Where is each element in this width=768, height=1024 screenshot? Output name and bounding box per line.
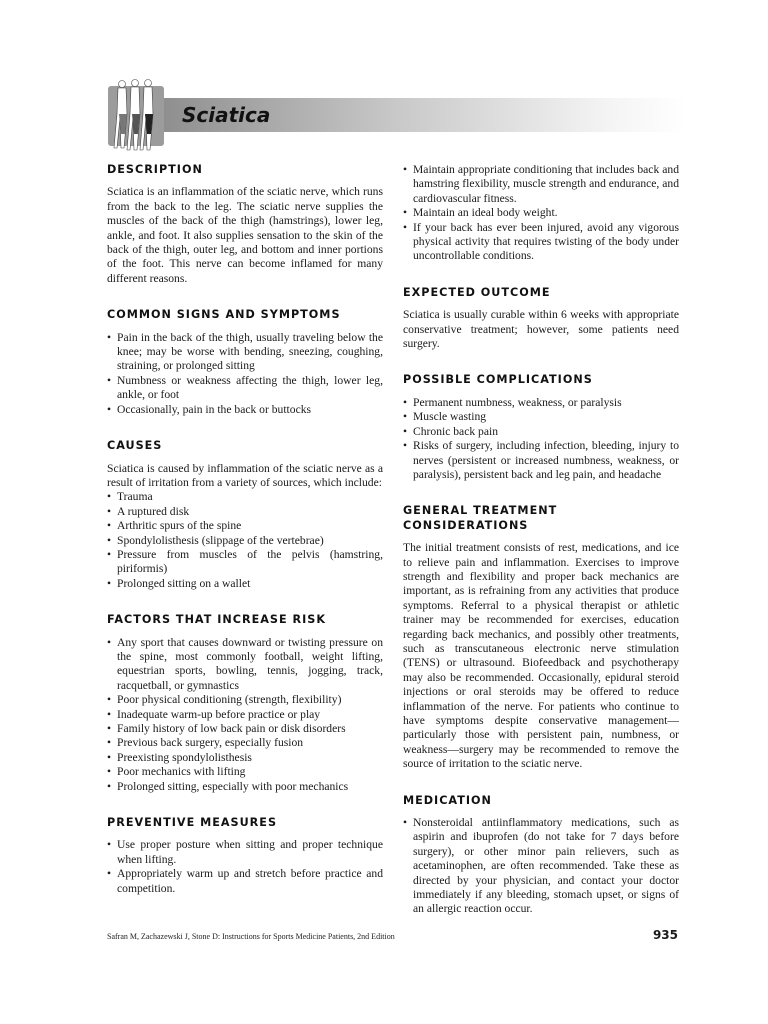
bullet-list (107, 490, 383, 591)
list-item: • Occasionally, pain in the back or buttocks (107, 403, 383, 417)
section-heading: GENERAL TREATMENT CONSIDERATIONS (403, 504, 558, 532)
section-heading: EXPECTED OUTCOME (403, 285, 551, 299)
section-heading: FACTORS THAT INCREASE RISK (107, 613, 326, 627)
left-column (107, 163, 383, 916)
list-item: • Chronic back pain (403, 425, 679, 439)
list-item: • Numbness or weakness affecting the thigh, lower leg, ankle, or foot (107, 374, 383, 403)
list-item: • Previous back surgery, especially fusion (107, 736, 383, 750)
section-causes (107, 439, 383, 591)
list-item: • Arthritic spurs of the spine (107, 519, 383, 533)
section-paragraph: Sciatica is an inflammation of the sciatic nerve, which runs from the back to the leg. The sciatic nerve supplies the muscles of the back of the thigh (hamstrings), lower leg, ankle, and foot. It also supplies sensation to the skin of the back of the thigh, outer leg, and bottom and inner portions of the foot. This nerve can become inflamed for many different reasons. (107, 185, 383, 285)
list-item: • Muscle wasting (403, 410, 679, 424)
list-item: • Any sport that causes downward or twisting pressure on the spine, most commonly football, weight lifting, equestrian sports, bowling, tennis, jogging, track, racquetball, or gymnastics (107, 636, 383, 694)
list-item: • Preexisting spondylolisthesis (107, 751, 383, 765)
list-item: • Inadequate warm-up before practice or play (107, 708, 383, 722)
section-paragraph: Sciatica is usually curable within 6 weeks with appropriate conservative treatment; however, some patients need surgery. (403, 308, 679, 351)
section-paragraph: The initial treatment consists of rest, medications, and ice to relieve pain and inflammation. Exercises to improve strength and flexibility and proper back mechanics are important, as is refraining from any activities that produce symptoms. Referral to a physical therapist or athletic trainer may be recommended for exercises, education regarding back mechanics, and possibly other treatments, such as transcutaneous electronic nerve stimulation (TENS) or ultrasound. Biofeedback and psychotherapy may also be recommended. Occasionally, epidural steroid injections or oral steroids may be offered to reduce inflammation of the nerve. For patients who continue to have symptoms despite conservative management—particularly those with persistent pain, numbness, or weakness—surgery may be recommended to remove the source of irritation to the sciatic nerve. (403, 541, 679, 771)
section-heading: CAUSES (107, 439, 163, 453)
list-item: • Use proper posture when sitting and proper technique when lifting. (107, 838, 383, 867)
list-item: • Spondylolisthesis (slippage of the vertebrae) (107, 534, 383, 548)
bullet-list (403, 163, 679, 264)
section-continued (403, 163, 679, 264)
section-expected-outcome (403, 286, 679, 352)
right-column (403, 163, 679, 937)
list-item: • If your back has ever been injured, avoid any vigorous physical activity that requires twisting of the body under uncontrollable conditions. (403, 221, 679, 264)
citation: Safran M, Zachazewski J, Stone D: Instructions for Sports Medicine Patients, 2nd Edition (107, 932, 395, 941)
list-item: • Maintain an ideal body weight. (403, 206, 679, 220)
athletes-logo-icon (108, 86, 164, 146)
list-item: • Prolonged sitting on a wallet (107, 577, 383, 591)
list-item: • Nonsteroidal antiinflammatory medications, such as aspirin and ibuprofen (do not take for 7 days before surgery), or other minor pain relievers, such as acetaminophen, are often recommended. Take these as directed by your physician, and contact your doctor immediately if any bleeding, stomach upset, or signs of an allergic reaction occur. (403, 816, 679, 917)
section-heading: DESCRIPTION (107, 163, 203, 176)
page-number: 935 (652, 928, 678, 942)
list-item: • Poor mechanics with lifting (107, 765, 383, 779)
section-description (107, 163, 383, 286)
list-item: • Risks of surgery, including infection, bleeding, injury to nerves (persistent or increased numbness, weakness, or paralysis), persistent back and leg pain, and headache (403, 439, 679, 482)
bullet-list (107, 838, 383, 896)
page-header (108, 78, 686, 148)
list-item: • Prolonged sitting, especially with poor mechanics (107, 780, 383, 794)
section-heading: POSSIBLE COMPLICATIONS (403, 373, 593, 387)
list-item: • Pressure from muscles of the pelvis (hamstring, piriformis) (107, 548, 383, 577)
list-item: • Permanent numbness, weakness, or paralysis (403, 396, 679, 410)
list-item: • Maintain appropriate conditioning that includes back and hamstring flexibility, muscle strength and endurance, and cardiovascular fitness. (403, 163, 679, 206)
bullet-list (403, 396, 679, 482)
section-heading: PREVENTIVE MEASURES (107, 816, 277, 830)
section-heading: MEDICATION (403, 793, 492, 807)
list-item: • Poor physical conditioning (strength, flexibility) (107, 693, 383, 707)
list-item: • Trauma (107, 490, 383, 504)
section-possible-complications (403, 373, 679, 482)
section-preventive-measures (107, 816, 383, 896)
page-title: Sciatica (182, 103, 271, 127)
list-item: • Appropriately warm up and stretch before practice and competition. (107, 867, 383, 896)
section-common-signs-and-symptoms (107, 308, 383, 417)
list-item: • A ruptured disk (107, 505, 383, 519)
bullet-list (107, 636, 383, 794)
section-heading: COMMON SIGNS AND SYMPTOMS (107, 308, 341, 322)
section-medication (403, 794, 679, 917)
list-item: • Family history of low back pain or disk disorders (107, 722, 383, 736)
bullet-list (107, 331, 383, 417)
section-general-treatment-considerations (403, 504, 679, 771)
bullet-list (403, 816, 679, 917)
list-item: • Pain in the back of the thigh, usually traveling below the knee; may be worse with bending, sneezing, coughing, straining, or prolonged sitting (107, 331, 383, 374)
section-paragraph: Sciatica is caused by inflammation of the sciatic nerve as a result of irritation from a variety of sources, which include: (107, 461, 383, 489)
section-factors-that-increase-risk (107, 613, 383, 794)
